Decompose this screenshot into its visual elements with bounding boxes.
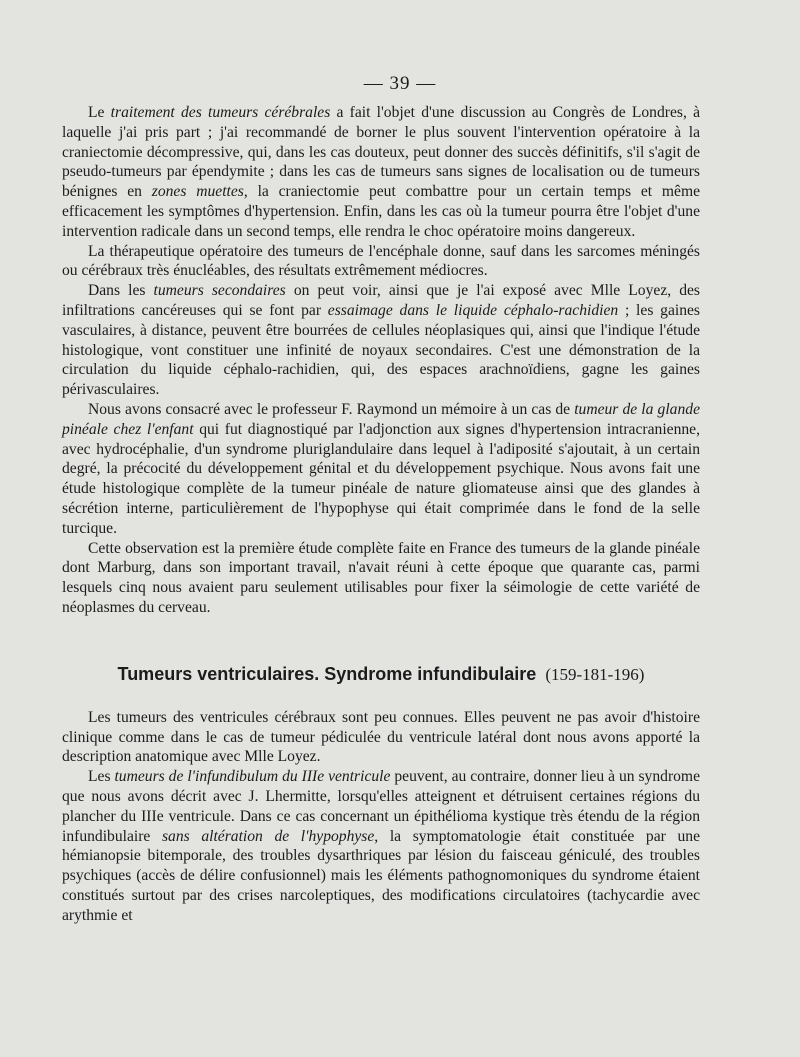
page-number: — 39 — <box>363 73 437 94</box>
paragraph: Cette observation est la première étude complète faite en France des tumeurs de la glande pinéale dont Marburg, dans son important travail, n'avait réuni à cette époque que quarante cas, parmi lesquels cinq nous avaient paru seulement utilisables pour fixer la séimologie de cette variété de néoplasmes du cerveau. <box>62 539 700 616</box>
paragraph: La thérapeutique opératoire des tumeurs de l'encéphale donne, sauf dans les sarcomes méningés ou cérébraux très énucléables, des résultats extrêmement médiocres. <box>62 242 700 280</box>
italic-text: traitement des tumeurs cérébrales <box>110 104 331 121</box>
italic-text: sans altération de l'hypophyse <box>161 827 375 845</box>
paragraph: Dans les tumeurs secondaires on peut voir, ainsi que je l'ai exposé avec Mlle Loyez, des infiltrations cancéreuses qui se font par essaimage dans le liquide céphalo-rachidien ; les gaines vasculaires, à distance, peuvent être bourrées de cellules néoplasiques qui, ainsi que l'indique l'étude histologique, vont constituer une infinité de noyaux secondaires. C'est une démonstration de la circulation du liquide céphalo-rachidien, qui, des espaces arachnoïdiens, gagne les gaines périvasculaires. <box>62 282 700 399</box>
paragraph: Nous avons consacré avec le professeur F. Raymond un mémoire à un cas de tumeur de la glande pinéale chez l'enfant qui fut diagnostiqué par l'adjonction aux signes d'hypertension intracranienne, avec hydrocéphalie, d'un syndrome pluriglandulaire dans lequel à l'adiposité s'ajoutait, à un certain degré, la précocité du développement génital et du développement psychique. Nous avons fait une étude histologique complète de la tumeur pinéale de nature gliomateuse ainsi que des glandes à sécrétion interne, particulièrement de l'hypophyse qui était comprimée dans le fond de la selle turcique. <box>62 400 700 537</box>
paragraph: Les tumeurs des ventricules cérébraux sont peu connues. Elles peuvent ne pas avoir d'histoire clinique comme dans le cas de tumeur pédiculée du ventricule latéral dont nous avons apporté la description anatomique avec Mlle Loyez. <box>62 708 700 766</box>
paragraph: Les tumeurs de l'infundibulum du IIIe ventricule peuvent, au contraire, donner lieu à un syndrome que nous avons décrit avec J. Lhermitte, lorsqu'elles atteignent et détruisent certaines régions du plancher du IIIe ventricule. Dans ce cas concernant un épithélioma kystique très étendu de la région infundibulaire sans altération de l'hypophyse, la symptomatologie était constituée par une hémianopsie bitemporale, des troubles dysarthriques par lésion du faisceau géniculé, des troubles psychiques (accès de délire confusionnel) mais les éléments pathognomoniques du syndrome étaient constitués surtout par des crises narcoleptiques, des modifications circulatoires (tachycardie avec arythmie et <box>62 768 700 924</box>
italic-text: tumeurs de l'infundibulum du IIIe ventricule <box>114 768 391 786</box>
section-heading-refs: (159-181-196) <box>545 664 645 684</box>
italic-text: essaimage dans le liquide céphalo-rachidien <box>327 301 619 319</box>
italic-text: tumeurs secondaires <box>153 282 286 300</box>
page-body <box>62 103 700 925</box>
italic-text: zones muettes <box>151 183 244 201</box>
section-heading <box>62 662 700 687</box>
section-heading-title: Tumeurs ventriculaires. Syndrome infundibulaire <box>117 663 537 684</box>
paragraph: Le traitement des tumeurs cérébrales a fait l'objet d'une discussion au Congrès de Londres, à laquelle j'ai pris part ; j'ai recommandé de borner le plus souvent l'intervention opératoire à la craniectomie décompressive, qui, dans les cas douteux, peut donner des succès définitifs, s'il s'agit de pseudo-tumeurs par épendymite ; dans les cas de tumeurs sans signes de localisation ou de tumeurs bénignes en zones muettes, la craniectomie peut combattre pour un certain temps et même efficacement les symptômes d'hypertension. Enfin, dans les cas où la tumeur pourra être l'objet d'une intervention radicale dans un second temps, elle rendra le choc opératoire moins dangereux. <box>62 104 700 240</box>
italic-text: tumeur de la glande pinéale chez l'enfant <box>62 400 700 438</box>
